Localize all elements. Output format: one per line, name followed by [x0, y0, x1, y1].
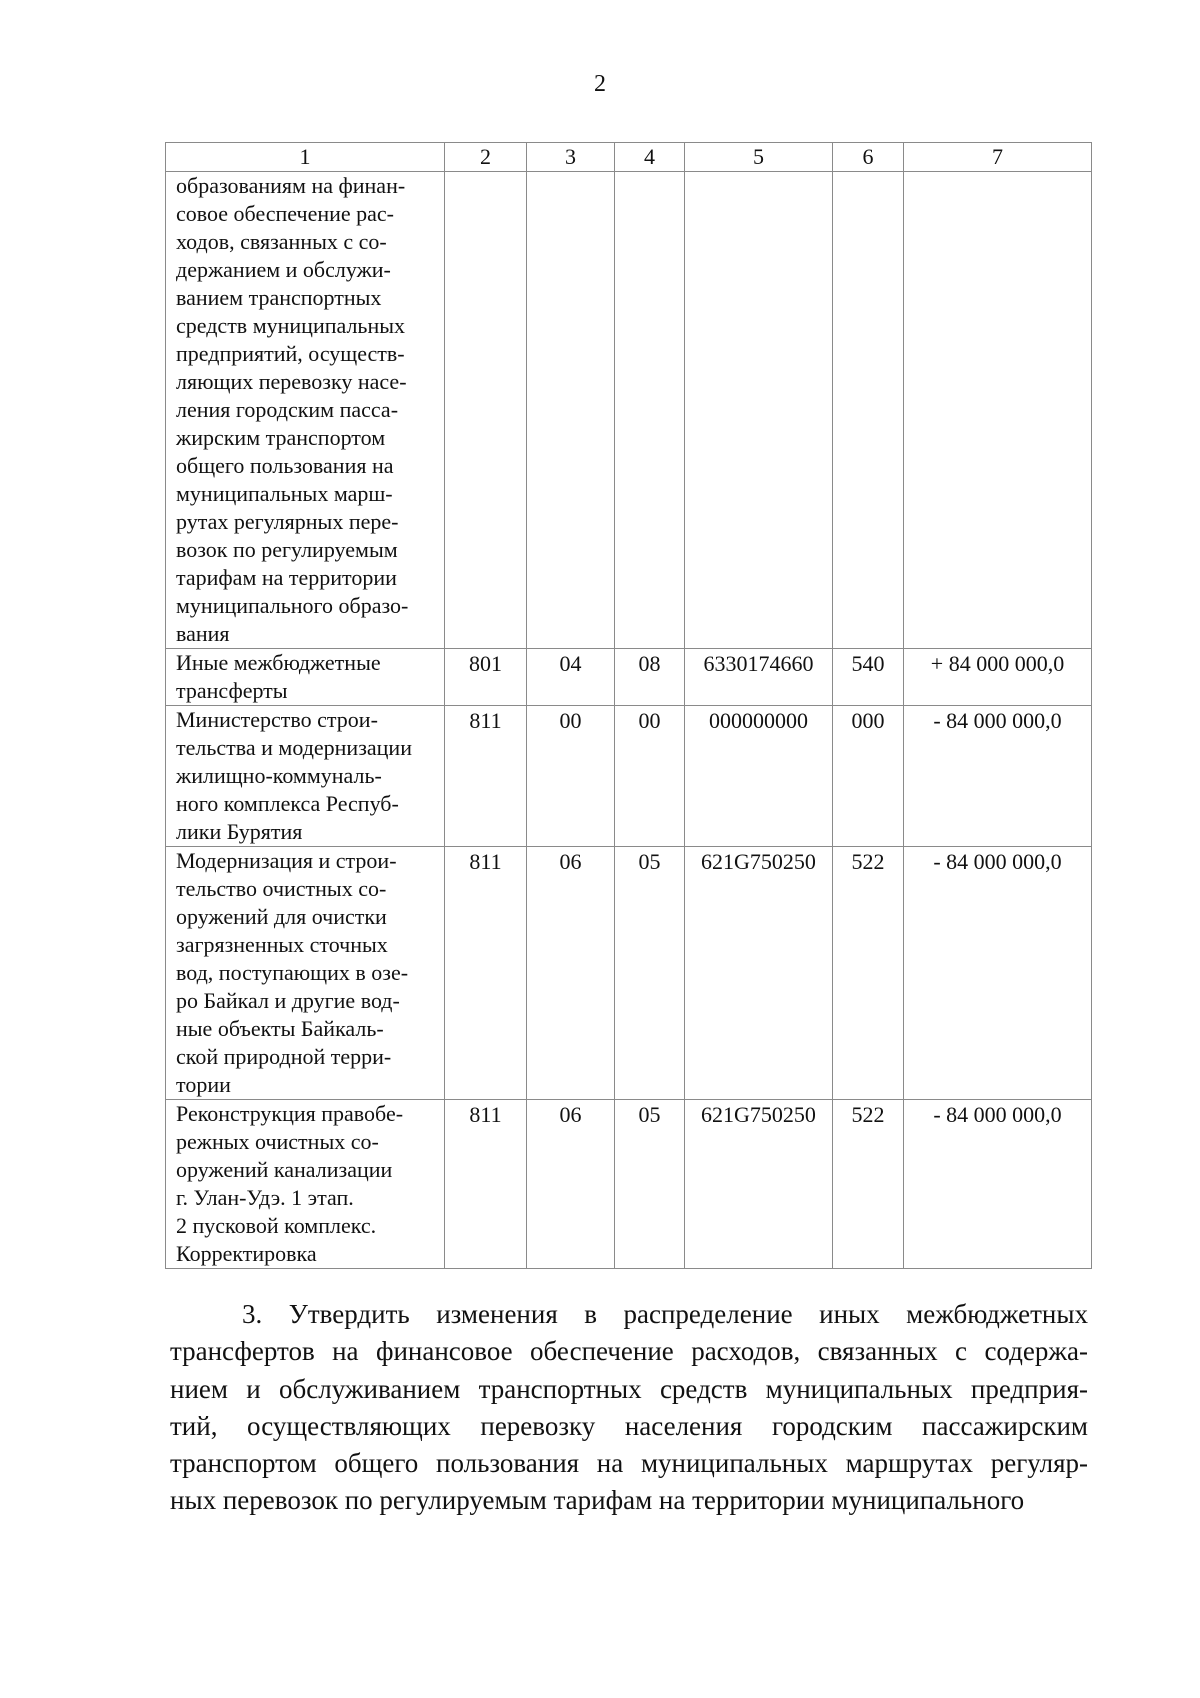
- header-col-3: 3: [527, 143, 615, 172]
- header-col-4: 4: [615, 143, 685, 172]
- description-line: образованиям на финан-: [176, 173, 406, 198]
- description-line: муниципальных марш-: [176, 481, 393, 506]
- description-line: оружений канализации: [176, 1157, 393, 1182]
- paragraph-line: нием и обслуживанием транспортных средств муниципальных предприя-: [170, 1373, 1088, 1404]
- description-line: ления городским пасса-: [176, 397, 399, 422]
- description-line: Иные межбюджетные: [176, 650, 381, 675]
- description-line: лики Бурятия: [176, 819, 303, 844]
- cell-target-article: 000000000: [685, 706, 833, 847]
- description-line: вод, поступающих в озе-: [176, 960, 409, 985]
- cell-target-article: [685, 172, 833, 649]
- cell-amount: - 84 000 000,0: [904, 1100, 1092, 1269]
- description-line: жирским транспортом: [176, 425, 386, 450]
- description-line: совое обеспечение рас-: [176, 201, 395, 226]
- table-row: [166, 1100, 1092, 1269]
- body-paragraph: [170, 1296, 1088, 1520]
- row-description: [166, 847, 445, 1100]
- paragraph-line: ных перевозок по регулируемым тарифам на территории муниципального: [170, 1485, 1025, 1516]
- cell-expense-type: 522: [833, 847, 904, 1100]
- cell-ministry-code: 801: [445, 649, 527, 706]
- table-row: [166, 847, 1092, 1100]
- header-col-2: 2: [445, 143, 527, 172]
- description-line: ской природной терри-: [176, 1044, 392, 1069]
- description-line: Модернизация и строи-: [176, 848, 397, 873]
- description-line: вания: [176, 621, 230, 646]
- description-line: загрязненных сточных: [176, 932, 388, 957]
- description-line: ляющих перевозку насе-: [176, 369, 407, 394]
- cell-ministry-code: 811: [445, 847, 527, 1100]
- cell-subsection-code: [615, 172, 685, 649]
- cell-amount: - 84 000 000,0: [904, 847, 1092, 1100]
- cell-target-article: 621G750250: [685, 1100, 833, 1269]
- description-line: оружений для очистки: [176, 904, 387, 929]
- table-row: [166, 172, 1092, 649]
- paragraph-line: 3. Утвердить изменения в распределение иных межбюджетных: [242, 1299, 1088, 1329]
- table-header-row: [166, 143, 1092, 172]
- description-line: Корректировка: [176, 1241, 317, 1266]
- header-col-6: 6: [833, 143, 904, 172]
- cell-section-code: [527, 172, 615, 649]
- paragraph-line: трансфертов на финансовое обеспечение расходов, связанных с содержа-: [170, 1336, 1088, 1367]
- description-line: трансферты: [176, 678, 288, 703]
- description-line: жилищно-коммуналь-: [176, 763, 382, 788]
- description-line: ванием транспортных: [176, 285, 382, 310]
- budget-table: [165, 142, 1092, 1269]
- cell-section-code: 06: [527, 1100, 615, 1269]
- description-line: ные объекты Байкаль-: [176, 1016, 384, 1041]
- description-line: Реконструкция правобе-: [176, 1101, 404, 1126]
- description-line: рутах регулярных пере-: [176, 509, 399, 534]
- description-line: держанием и обслужи-: [176, 257, 391, 282]
- description-line: средств муниципальных: [176, 313, 406, 338]
- cell-amount: + 84 000 000,0: [904, 649, 1092, 706]
- paragraph-line: тий, осуществляющих перевозку населения городским пассажирским: [170, 1410, 1088, 1441]
- description-line: тельство очистных со-: [176, 876, 387, 901]
- cell-expense-type: [833, 172, 904, 649]
- row-description: [166, 172, 445, 649]
- cell-expense-type: 522: [833, 1100, 904, 1269]
- cell-section-code: 04: [527, 649, 615, 706]
- description-line: возок по регулируемым: [176, 537, 398, 562]
- page-number: 2: [594, 71, 606, 97]
- description-line: 2 пусковой комплекс.: [176, 1213, 377, 1238]
- paragraph-line: транспортом общего пользования на муниципальных маршрутах регуляр-: [170, 1448, 1088, 1479]
- description-line: муниципального образо-: [176, 593, 409, 618]
- cell-subsection-code: 05: [615, 847, 685, 1100]
- cell-section-code: 06: [527, 847, 615, 1100]
- header-col-5: 5: [685, 143, 833, 172]
- cell-target-article: 6330174660: [685, 649, 833, 706]
- row-description: [166, 649, 445, 706]
- description-line: ро Байкал и другие вод-: [176, 988, 400, 1013]
- table-row: [166, 649, 1092, 706]
- cell-amount: - 84 000 000,0: [904, 706, 1092, 847]
- cell-section-code: 00: [527, 706, 615, 847]
- cell-ministry-code: 811: [445, 706, 527, 847]
- description-line: тельства и модернизации: [176, 735, 412, 760]
- description-line: г. Улан-Удэ. 1 этап.: [176, 1185, 354, 1210]
- row-description: [166, 706, 445, 847]
- header-col-1: 1: [166, 143, 445, 172]
- cell-expense-type: 000: [833, 706, 904, 847]
- table-body: [166, 172, 1092, 1269]
- header-col-7: 7: [904, 143, 1092, 172]
- cell-ministry-code: 811: [445, 1100, 527, 1269]
- description-line: предприятий, осуществ-: [176, 341, 405, 366]
- cell-expense-type: 540: [833, 649, 904, 706]
- cell-subsection-code: 05: [615, 1100, 685, 1269]
- description-line: общего пользования на: [176, 453, 394, 478]
- description-line: тарифам на территории: [176, 565, 397, 590]
- description-line: тории: [176, 1072, 231, 1097]
- table-row: [166, 706, 1092, 847]
- cell-amount: [904, 172, 1092, 649]
- description-line: ного комплекса Респуб-: [176, 791, 399, 816]
- description-line: ходов, связанных с со-: [176, 229, 387, 254]
- description-line: Министерство строи-: [176, 707, 378, 732]
- cell-subsection-code: 08: [615, 649, 685, 706]
- cell-target-article: 621G750250: [685, 847, 833, 1100]
- cell-ministry-code: [445, 172, 527, 649]
- description-line: режных очистных со-: [176, 1129, 379, 1154]
- row-description: [166, 1100, 445, 1269]
- cell-subsection-code: 00: [615, 706, 685, 847]
